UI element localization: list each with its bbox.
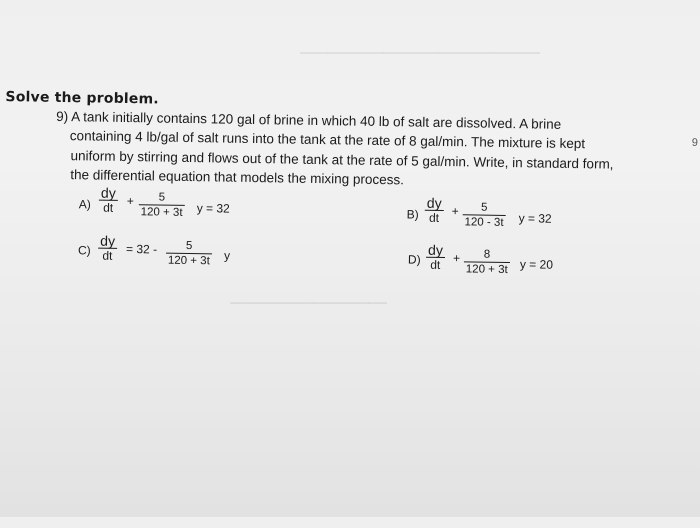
choice-a-coef-den: 120 + 3t <box>139 204 185 220</box>
problem-line-2: containing 4 lb/gal of salt runs into the tank at the rate of 8 gal/min. The mixture is kept <box>69 128 586 152</box>
choice-a-operator: + <box>126 194 134 209</box>
choice-b-operator: + <box>451 204 459 219</box>
choice-d-dy: dy <box>428 241 444 258</box>
problem-line-4: the differential equation that models the mixing process. <box>70 167 405 188</box>
choice-d-dt: dt <box>426 257 445 272</box>
bleed-through-texture: ▁▁▁▁▁▁▁▁▁▁▁▁▁▁▁▁▁ <box>230 290 387 304</box>
choice-a-dy: dy <box>100 184 116 201</box>
choice-d-coefficient <box>464 247 510 277</box>
choice-d-derivative <box>426 243 445 272</box>
choice-c-coef-den: 120 + 3t <box>166 253 212 269</box>
choice-b-dy: dy <box>426 194 442 211</box>
choice-b-label: B) <box>406 207 419 222</box>
choice-a-coefficient <box>139 190 185 220</box>
choice-d-tail: y = 20 <box>519 257 554 272</box>
instruction-heading: Solve the problem. <box>5 89 159 108</box>
bleed-through-texture: ▁▁▁▁▁▁▁▁▁▁▁▁▁▁▁▁▁▁▁▁▁▁▁▁▁▁ <box>300 40 540 54</box>
choice-d-operator: + <box>452 251 461 266</box>
choice-c-coef-num: 5 <box>185 239 193 253</box>
choice-b-coef-num: 5 <box>481 201 488 214</box>
choice-a-tail: y = 32 <box>196 201 230 216</box>
choice-c-operator: = 32 - <box>125 242 158 257</box>
choice-c-label: C) <box>77 243 91 258</box>
choice-d-coef-num: 8 <box>483 248 491 261</box>
choice-a-dt: dt <box>99 200 118 215</box>
choice-d-label: D) <box>407 252 421 267</box>
choice-c-derivative <box>98 234 117 263</box>
choice-a-label: A) <box>78 197 91 212</box>
problem-line-3: uniform by stirring and flows out of the tank at the rate of 5 gal/min. Write, in standard form, <box>70 148 614 172</box>
choice-c-dt: dt <box>98 248 117 263</box>
choice-c-tail: y <box>223 248 231 263</box>
choice-b-coefficient <box>462 200 505 230</box>
problem-line-1: 9) A tank initially contains 120 gal of brine in which 40 lb of salt are dissolved. A brine <box>56 108 562 132</box>
choice-c-coefficient <box>166 239 212 269</box>
choice-d-coef-den: 120 + 3t <box>464 261 510 277</box>
choice-c-dy: dy <box>100 232 116 249</box>
choice-b-tail: y = 32 <box>518 211 552 226</box>
choice-a-derivative <box>99 186 118 215</box>
choice-b-dt: dt <box>425 210 444 225</box>
choice-b-coef-den: 120 - 3t <box>462 214 505 230</box>
choice-b-derivative <box>425 196 444 225</box>
cut-off-next-problem-number: 9 <box>691 136 699 149</box>
choice-a-coef-num: 5 <box>158 191 166 204</box>
